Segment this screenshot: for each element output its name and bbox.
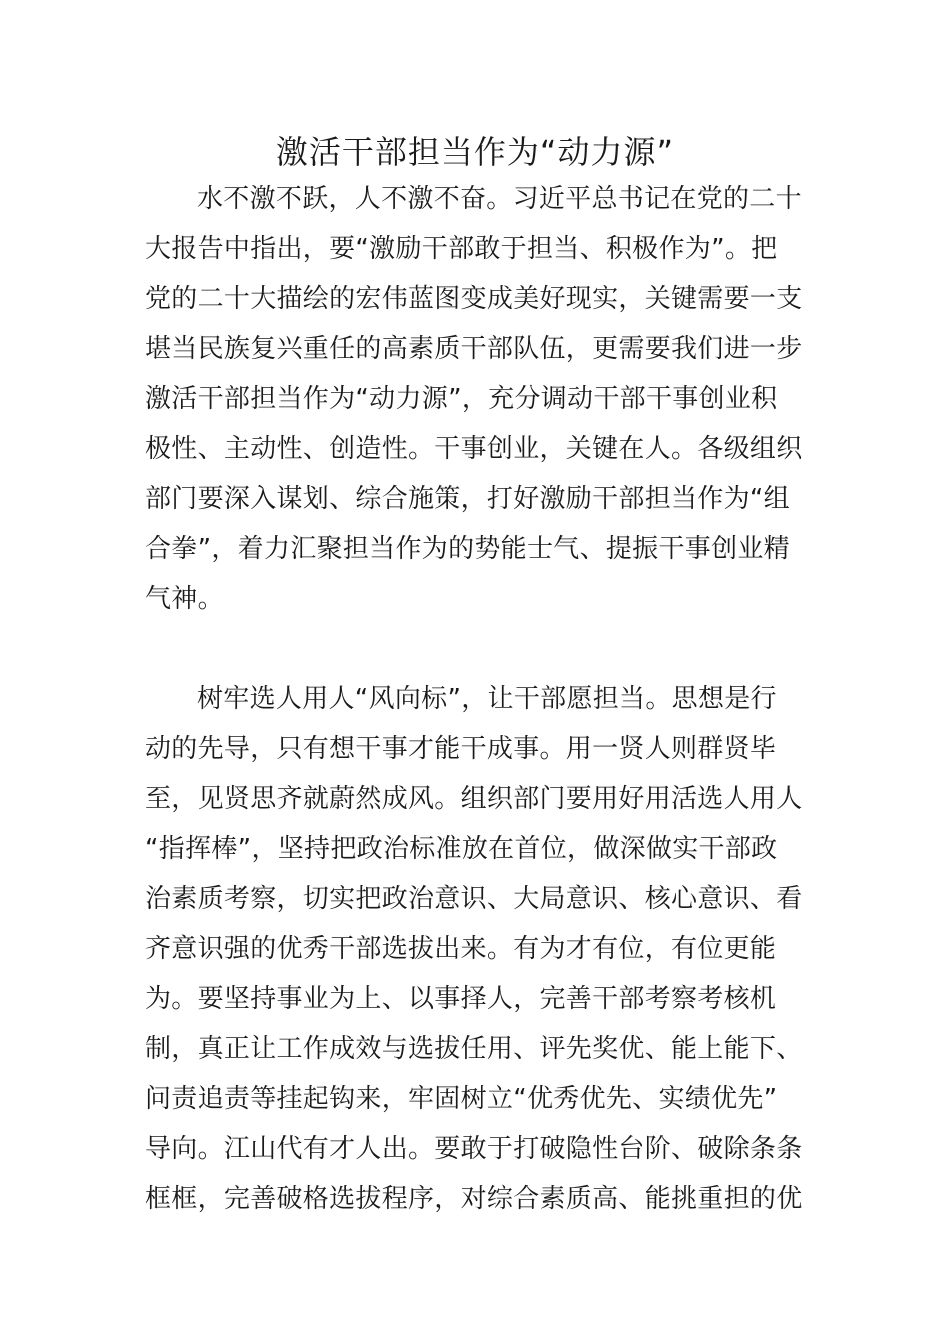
paragraph-line: 气神。 (145, 584, 224, 614)
paragraph-line: 树牢选人用人“风向标”，让干部愿担当。思想是行 (197, 684, 777, 714)
paragraph-line: 部门要深入谋划、综合施策，打好激励干部担当作为“组 (145, 484, 790, 514)
paragraph-line: 堪当民族复兴重任的高素质干部队伍，更需要我们进一步 (145, 334, 803, 364)
paragraph-line: 动的先导，只有想干事才能干成事。用一贤人则群贤毕 (145, 734, 777, 764)
paragraph-line: 为。要坚持事业为上、以事择人，完善干部考察考核机 (145, 984, 777, 1014)
paragraph-line: 合拳”，着力汇聚担当作为的势能士气、提振干事创业精 (145, 534, 790, 564)
document-title: 激活干部担当作为“动力源” (275, 133, 675, 171)
paragraph-line: 极性、主动性、创造性。干事创业，关键在人。各级组织 (145, 434, 803, 464)
paragraph-line: 问责追责等挂起钩来，牢固树立“优秀优先、实绩优先” (145, 1084, 778, 1114)
paragraph-line: 至，见贤思齐就蔚然成风。组织部门要用好用活选人用人 (145, 784, 803, 814)
paragraph-line: 激活干部担当作为“动力源”，充分调动干部干事创业积 (145, 384, 778, 414)
paragraph-line: 齐意识强的优秀干部选拔出来。有为才有位，有位更能 (145, 934, 777, 964)
paragraph-line: “指挥棒”，坚持把政治标准放在首位，做深做实干部政 (145, 834, 778, 864)
paragraph-line: 治素质考察，切实把政治意识、大局意识、核心意识、看 (145, 884, 803, 914)
paragraph-line: 导向。江山代有才人出。要敢于打破隐性台阶、破除条条 (145, 1134, 803, 1164)
paragraph-line: 制，真正让工作成效与选拔任用、评先奖优、能上能下、 (145, 1034, 803, 1064)
paragraph-line: 水不激不跃，人不激不奋。习近平总书记在党的二十 (197, 184, 802, 214)
paragraph-line: 框框，完善破格选拔程序，对综合素质高、能挑重担的优 (145, 1184, 803, 1214)
paragraph-line: 党的二十大描绘的宏伟蓝图变成美好现实，关键需要一支 (145, 284, 803, 314)
paragraph-line: 大报告中指出，要“激励干部敢于担当、积极作为”。把 (145, 234, 778, 264)
